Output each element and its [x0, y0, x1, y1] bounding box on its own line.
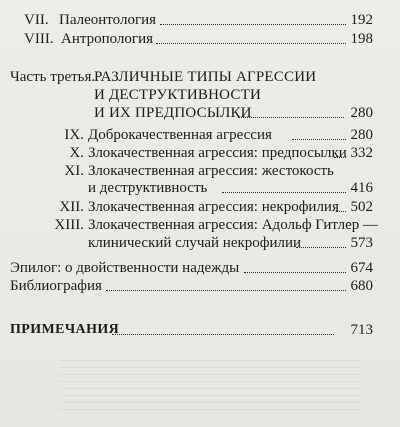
page-number: 573 [350, 235, 373, 251]
page-number: 713 [350, 322, 373, 338]
notes-title: ПРИМЕЧАНИЯ [10, 322, 120, 337]
chapter-title: Злокачественная агрессия: предпосылки [88, 145, 347, 161]
dot-leader [112, 334, 334, 335]
part-heading-line [0, 85, 400, 105]
dot-leader [160, 24, 346, 25]
toc-entry[interactable] [0, 320, 400, 340]
page-number: 416 [350, 180, 373, 196]
page-number: 502 [350, 199, 373, 215]
page-number: 280 [350, 105, 373, 121]
dot-leader [334, 157, 346, 158]
dot-leader [156, 43, 346, 44]
bibliography-title: Библиография [10, 278, 102, 294]
chapter-number: VII. [24, 12, 49, 28]
toc-entry-continuation [0, 178, 400, 198]
toc-entry[interactable] [0, 197, 400, 217]
chapter-title: Злокачественная агрессия: Адольф Гитлер — [88, 217, 378, 233]
toc-entry[interactable] [0, 143, 400, 163]
part-title-line: И ИХ ПРЕДПОСЫЛКИ [94, 105, 252, 121]
page-number: 192 [350, 12, 373, 28]
chapter-number: IX. [64, 127, 84, 143]
chapter-number: XIII. [54, 217, 84, 233]
dot-leader [106, 290, 346, 291]
toc-entry-continuation [0, 233, 400, 253]
toc-entry[interactable] [0, 258, 400, 278]
dot-leader [244, 272, 346, 273]
page-number: 674 [350, 260, 373, 276]
page-number: 332 [350, 145, 373, 161]
dot-leader [296, 247, 346, 248]
page-number: 198 [350, 31, 373, 47]
dot-leader [222, 192, 346, 193]
chapter-title: Палеонтология [59, 12, 157, 28]
toc-entry[interactable] [0, 125, 400, 145]
show-through-text [60, 360, 360, 410]
toc-entry[interactable] [0, 215, 400, 235]
chapter-number: VIII. [24, 31, 54, 47]
dot-leader [238, 117, 344, 118]
chapter-title: Доброкачественная агрессия [88, 127, 272, 143]
toc-entry[interactable] [0, 276, 400, 296]
part-heading[interactable] [0, 67, 400, 87]
part-heading-line [0, 103, 400, 123]
dot-leader [336, 211, 346, 212]
dot-leader [292, 139, 346, 140]
chapter-title: Злокачественная агрессия: жестокость [88, 163, 334, 179]
toc-entry[interactable] [0, 29, 400, 49]
part-title-line: РАЗЛИЧНЫЕ ТИПЫ АГРЕССИИ [94, 69, 317, 85]
chapter-title: Антропология [61, 31, 153, 47]
chapter-number: XI. [64, 163, 84, 179]
page-number: 680 [350, 278, 373, 294]
chapter-title-line2: клинический случай некрофилии [88, 235, 302, 251]
chapter-title: Злокачественная агрессия: некрофилия [88, 199, 339, 215]
part-title-line: И ДЕСТРУКТИВНОСТИ [94, 87, 261, 103]
page-number: 280 [350, 127, 373, 143]
chapter-number: X. [69, 145, 84, 161]
toc-entry[interactable] [0, 10, 400, 30]
chapter-title-line2: и деструктивность [88, 180, 208, 196]
chapter-number: XII. [59, 199, 84, 215]
part-label: Часть третья. [10, 69, 96, 85]
epilogue-title: Эпилог: о двойственности надежды [10, 260, 240, 276]
